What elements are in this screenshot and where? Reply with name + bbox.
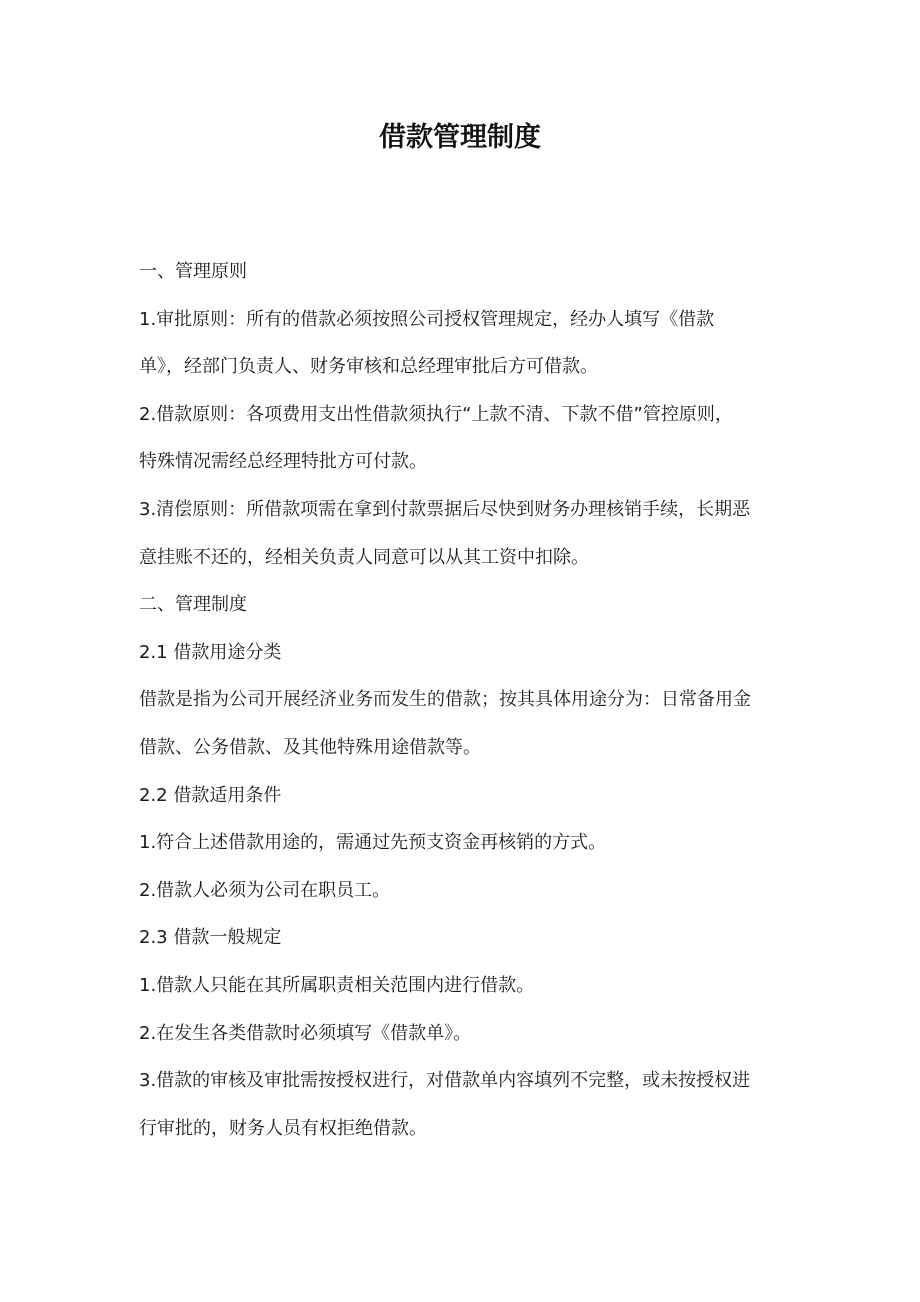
paragraph-line: 意挂账不还的，经相关负责人同意可以从其工资中扣除。 xyxy=(139,546,589,568)
paragraph-line: 特殊情况需经总经理特批方可付款。 xyxy=(139,451,427,473)
paragraph-line: 借款是指为公司开展经济业务而发生的借款；按其具体用途分为：日常备用金 xyxy=(139,689,751,711)
document-title: 借款管理制度 xyxy=(379,122,541,153)
paragraph-line: 2.借款原则：各项费用支出性借款须执行“上款不清、下款不借”管控原则， xyxy=(139,403,733,425)
paragraph-line: 单》，经部门负责人、财务审核和总经理审批后方可借款。 xyxy=(139,356,598,378)
paragraph-line: 1.借款人只能在其所属职责相关范围内进行借款。 xyxy=(139,974,535,996)
paragraph-line: 借款、公务借款、及其他特殊用途借款等。 xyxy=(139,736,481,758)
section-heading-principles: 一、管理原则 xyxy=(139,261,247,282)
subsection-heading: 2.1 借款用途分类 xyxy=(139,641,282,663)
paragraph-line: 2.借款人必须为公司在职员工。 xyxy=(139,879,391,901)
paragraph-line: 1.符合上述借款用途的，需通过先预支资金再核销的方式。 xyxy=(139,832,607,854)
paragraph-line: 1.审批原则：所有的借款必须按照公司授权管理规定，经办人填写《借款 xyxy=(139,308,715,330)
paragraph-line: 3.借款的审核及审批需按授权进行，对借款单内容填列不完整，或未按授权进 xyxy=(139,1070,751,1092)
document-body xyxy=(139,248,779,1152)
paragraph-line: 2.在发生各类借款时必须填写《借款单》。 xyxy=(139,1022,472,1044)
paragraph-line: 行审批的，财务人员有权拒绝借款。 xyxy=(139,1117,427,1139)
subsection-heading: 2.2 借款适用条件 xyxy=(139,784,282,806)
section-heading-system: 二、管理制度 xyxy=(139,594,247,616)
subsection-heading: 2.3 借款一般规定 xyxy=(139,927,282,949)
paragraph-line: 3.清偿原则：所借款项需在拿到付款票据后尽快到财务办理核销手续，长期恶 xyxy=(139,498,751,520)
